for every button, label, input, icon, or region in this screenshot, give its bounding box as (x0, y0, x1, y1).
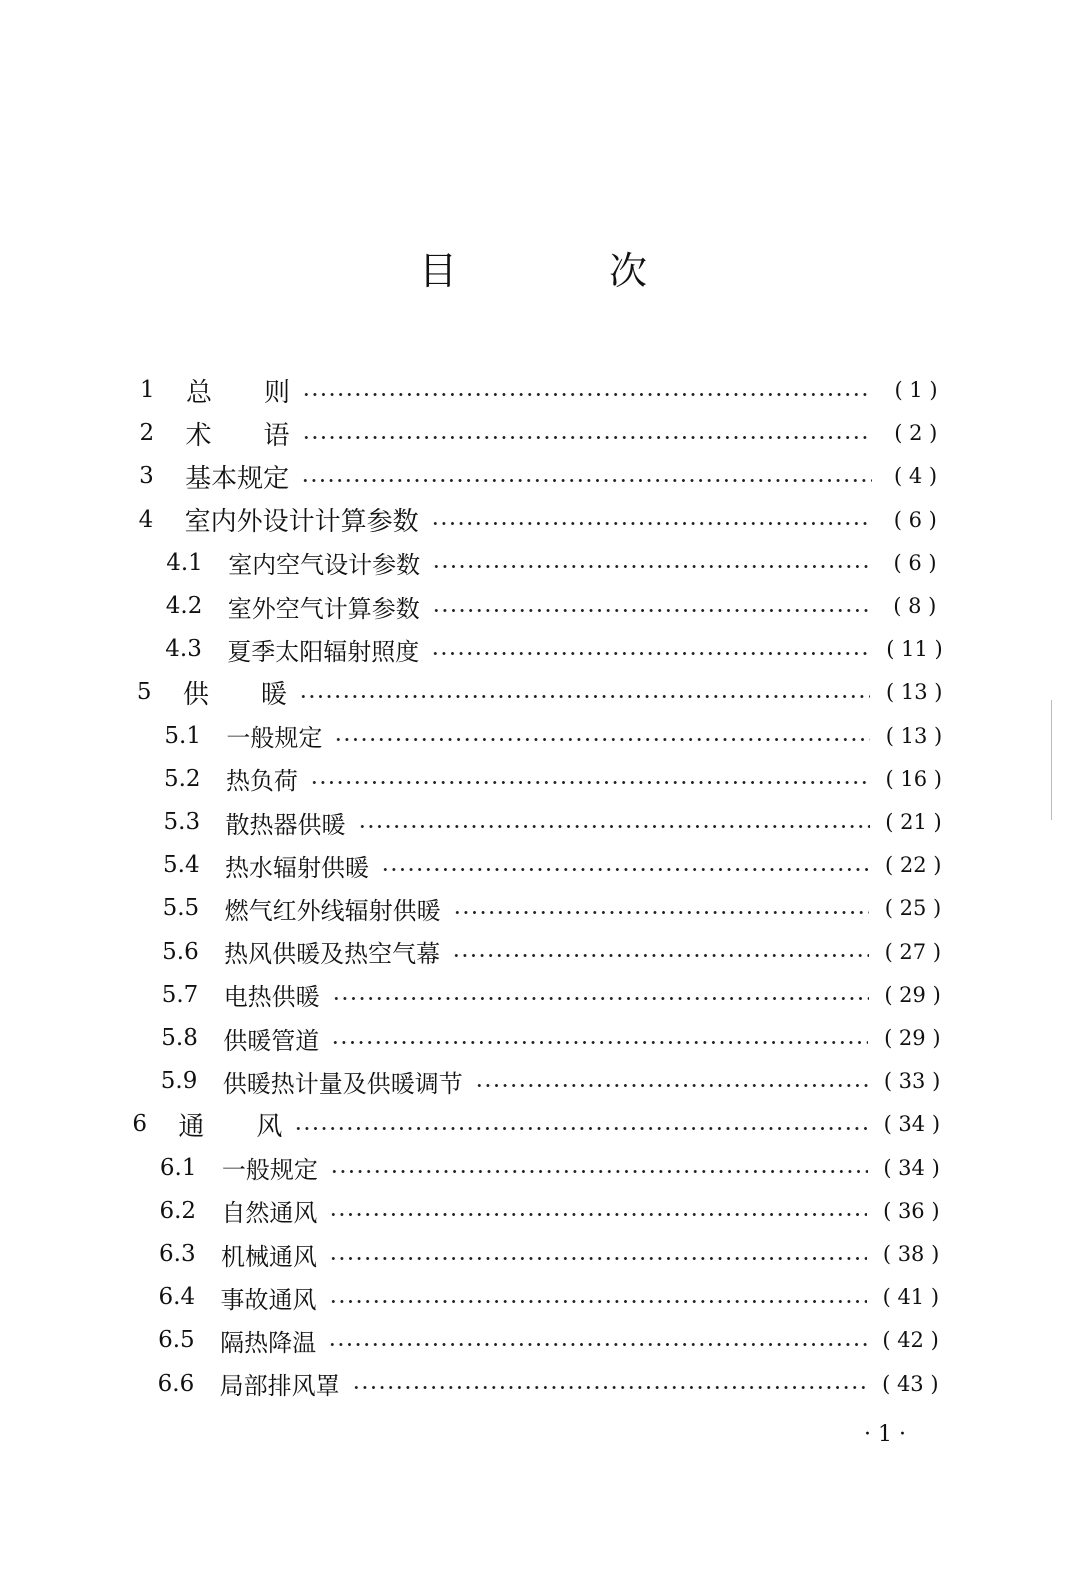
toc-leader-dots (310, 781, 870, 784)
toc-entry-number: 6.2 (159, 1197, 197, 1224)
toc-leader-dots (329, 1257, 867, 1260)
toc-leader-dots (432, 609, 871, 612)
toc-entry[interactable] (159, 1234, 945, 1274)
toc-entry[interactable] (162, 975, 947, 1015)
toc-leader-dots (329, 1213, 867, 1216)
toc-entry-number: 5 (136, 679, 152, 706)
toc-entry-title: 热风供暖及热空气幕 (224, 940, 441, 969)
toc-entry-title: 事故通风 (220, 1285, 317, 1314)
toc-entry-page: ( 4 ) (893, 464, 938, 489)
toc-entry[interactable] (158, 1364, 945, 1404)
toc-entry[interactable] (158, 1320, 944, 1360)
toc-entry-page: ( 34 ) (883, 1155, 940, 1180)
toc-entry-number: 2 (139, 420, 155, 447)
toc-leader-dots (431, 652, 870, 655)
toc-entry-page: ( 21 ) (885, 810, 942, 834)
toc-entry-title: 一般规定 (221, 1156, 318, 1185)
toc-entry-number: 3 (139, 463, 154, 490)
toc-leader-dots (329, 1300, 867, 1303)
toc-entry-title: 燃气红外线辐射供暖 (224, 896, 441, 925)
page-number: · 1 · (864, 1422, 906, 1447)
toc-entry-page: ( 38 ) (882, 1242, 940, 1266)
toc-entry[interactable] (162, 932, 947, 972)
toc-entry-page: ( 25 ) (884, 896, 942, 921)
toc-entry-page: ( 2 ) (894, 421, 938, 446)
toc-leader-dots (301, 479, 871, 482)
toc-entry-title: 自然通风 (221, 1199, 318, 1228)
toc-entry-number: 5.5 (162, 895, 200, 922)
toc-leader-dots (332, 997, 869, 1000)
toc-entry-number: 5.2 (163, 765, 201, 792)
toc-entry-title: 总 则 (186, 377, 291, 408)
toc-entry[interactable] (159, 1191, 945, 1231)
toc-entry-page: ( 22 ) (885, 853, 942, 878)
toc-leader-dots (294, 1127, 867, 1130)
toc-entry[interactable] (166, 586, 949, 626)
toc-entry-page: ( 29 ) (884, 982, 941, 1007)
toc-entry[interactable] (161, 1061, 946, 1101)
toc-entry-page: ( 36 ) (883, 1198, 940, 1223)
toc-entry-number: 5.6 (162, 938, 199, 965)
toc-entry-number: 6.6 (157, 1370, 195, 1397)
toc-entry-title: 一般规定 (226, 724, 323, 753)
toc-entry[interactable] (132, 1104, 945, 1144)
toc-entry-page: ( 6 ) (893, 507, 937, 532)
toc-entry[interactable] (137, 672, 948, 712)
toc-entry-page: ( 29 ) (884, 1026, 941, 1050)
toc-leader-dots (453, 911, 869, 914)
toc-entry-number: 5.7 (161, 981, 199, 1008)
toc-entry[interactable] (161, 1018, 946, 1058)
scan-edge-mark (1051, 700, 1052, 820)
toc-entry-page: ( 33 ) (883, 1069, 941, 1094)
toc-entry-title: 散热器供暖 (225, 810, 346, 839)
toc-entry-page: ( 13 ) (886, 680, 943, 705)
toc-entry[interactable] (159, 1277, 945, 1317)
toc-entry-page: ( 42 ) (882, 1328, 939, 1353)
toc-entry-number: 5.8 (161, 1025, 198, 1051)
toc-entry-number: 5.4 (163, 852, 200, 879)
toc-leader-dots (330, 1170, 868, 1173)
toc-leader-dots (334, 738, 870, 741)
toc-entry-title: 热水辐射供暖 (225, 853, 370, 882)
toc-entry[interactable] (164, 716, 948, 756)
toc-entry-title: 热负荷 (225, 767, 298, 796)
toc-entry-page: ( 41 ) (882, 1285, 940, 1310)
toc-entry-number: 4.3 (165, 636, 202, 663)
toc-entry-title: 供 暖 (182, 679, 287, 710)
toc-entry-title: 夏季太阳辐射照度 (227, 637, 420, 666)
toc-entry-page: ( 43 ) (882, 1371, 939, 1396)
toc-entry[interactable] (163, 845, 947, 885)
toc-entry-number: 4.1 (166, 549, 203, 576)
toc-entry[interactable] (164, 759, 948, 799)
toc-entry-title: 基本规定 (185, 463, 290, 494)
toc-entry-number: 4 (138, 506, 154, 533)
toc-entry-page: ( 1 ) (894, 378, 938, 402)
toc-entry-number: 6.1 (159, 1154, 197, 1181)
toc-entry[interactable] (160, 1148, 946, 1188)
toc-entry-page: ( 8 ) (893, 594, 937, 618)
toc-entry-title: 通 风 (178, 1111, 283, 1142)
toc-entry-page: ( 27 ) (884, 939, 942, 964)
toc-leader-dots (475, 1084, 868, 1087)
toc-entry-title: 局部排风罩 (219, 1372, 340, 1401)
toc-entry-number: 1 (140, 377, 155, 403)
toc-leader-dots (352, 1386, 867, 1389)
toc-entry-page: ( 16 ) (885, 766, 943, 791)
toc-leader-dots (331, 1041, 868, 1044)
toc-entry-number: 6.5 (158, 1327, 195, 1354)
toc-entry-page: ( 11 ) (886, 637, 943, 662)
toc-entry-number: 4.2 (165, 593, 203, 619)
toc-entry[interactable] (140, 370, 950, 410)
toc-entry[interactable] (165, 629, 948, 669)
toc-leader-dots (432, 565, 871, 568)
toc-entry-page: ( 34 ) (883, 1112, 941, 1137)
toc-entry-title: 室内外设计计算参数 (184, 507, 419, 538)
toc-entry[interactable] (140, 413, 950, 453)
toc-leader-dots (299, 695, 870, 698)
toc-entry-number: 5.3 (163, 809, 201, 835)
toc-entry-title: 电热供暖 (223, 983, 320, 1012)
page-title: 目 次 (418, 249, 718, 293)
toc-entry-title: 供暖管道 (223, 1026, 320, 1055)
toc-entry[interactable] (139, 456, 949, 496)
toc-leader-dots (452, 954, 869, 957)
toc-entry-number: 5.9 (160, 1068, 198, 1095)
toc-leader-dots (302, 393, 872, 396)
toc-entry-title: 隔热降温 (220, 1328, 317, 1357)
toc-entry-number: 6.4 (158, 1284, 196, 1311)
toc-entry-title: 机械通风 (221, 1242, 317, 1271)
toc-leader-dots (328, 1343, 866, 1346)
toc-entry[interactable] (166, 543, 949, 583)
toc-entry-number: 6 (132, 1111, 147, 1138)
toc-entry-page: ( 6 ) (893, 550, 937, 575)
toc-entry-title: 室外空气计算参数 (227, 594, 420, 623)
toc-leader-dots (358, 825, 870, 828)
toc-entry[interactable] (139, 500, 950, 540)
toc-entry-title: 室内空气设计参数 (228, 551, 421, 580)
toc-entry-number: 5.1 (164, 722, 201, 749)
toc-leader-dots (431, 522, 872, 525)
toc-entry[interactable] (164, 802, 948, 842)
toc-leader-dots (302, 436, 872, 439)
toc-entry-number: 6.3 (159, 1241, 196, 1267)
toc-entry-page: ( 13 ) (885, 723, 943, 748)
toc-entry-title: 供暖热计量及供暖调节 (222, 1069, 463, 1098)
toc-leader-dots (381, 868, 869, 871)
toc-entry[interactable] (163, 888, 947, 928)
toc-entry-title: 术 语 (185, 420, 290, 451)
